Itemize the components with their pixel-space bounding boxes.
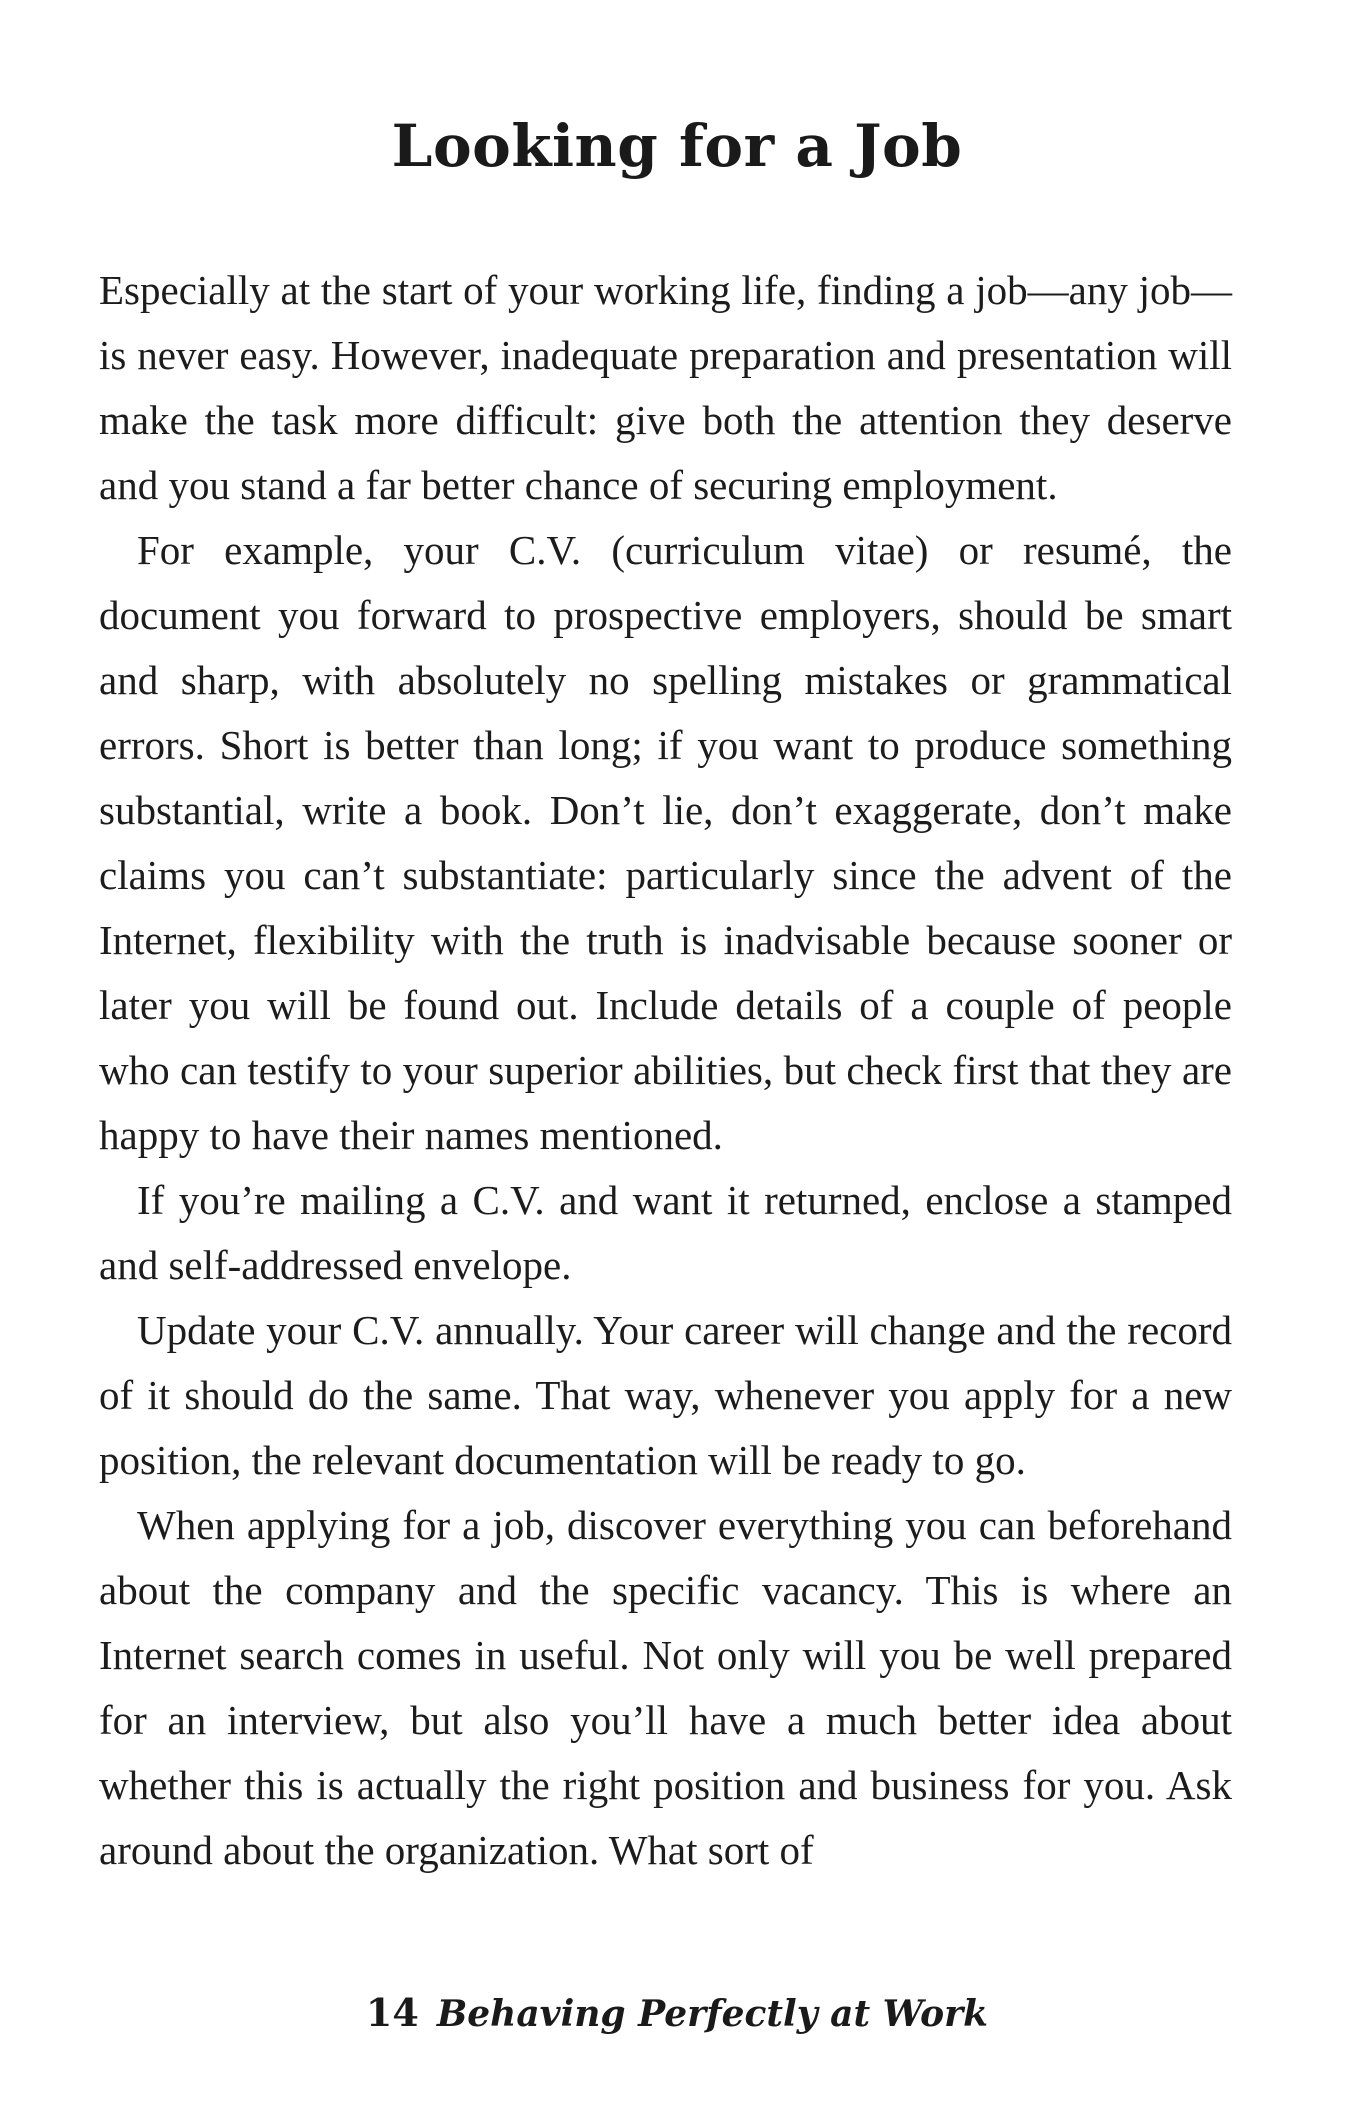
page-footer: [0, 1990, 1354, 2035]
running-book-title: Behaving Perfectly at Work: [436, 1993, 989, 2035]
paragraph-4: Update your C.V. annually. Your career will change and the record of it should do the same. That way, whenever you apply for a new position, the relevant documentation will be ready to go.: [99, 1307, 1232, 1483]
body-text: [99, 258, 1232, 1883]
paragraph-2: For example, your C.V. (curriculum vitae) or resumé, the document you forward to prospective employers, should be smart and sharp, with absolutely no spelling mistakes or grammatical errors. Short is better than long; if you want to produce something substantial, write a book. Don’t lie, don’t exaggerate, don’t make claims you can’t substantiate: particularly since the advent of the Internet, flexibility with the truth is inadvisable because sooner or later you will be found out. Include details of a couple of people who can testify to your superior abilities, but check first that they are happy to have their names mentioned.: [99, 527, 1232, 1158]
page-title: Looking for a Job: [391, 112, 963, 180]
page-number: 14: [365, 1990, 419, 2035]
paragraph-3: If you’re mailing a C.V. and want it returned, enclose a stamped and self-addressed envelope.: [99, 1177, 1232, 1288]
paragraph-5: When applying for a job, discover everything you can beforehand about the company and the specific vacancy. This is where an Internet search comes in useful. Not only will you be well prepared for an interview, but also you’ll have a much better idea about whether this is actually the right position and business for you. Ask around about the organization. What sort of: [99, 1502, 1232, 1873]
paragraph-1: Especially at the start of your working life, finding a job—any job—is never easy. However, inadequate preparation and presentation will make the task more difficult: give both the attention they deserve and you stand a far better chance of securing employment.: [99, 267, 1232, 508]
